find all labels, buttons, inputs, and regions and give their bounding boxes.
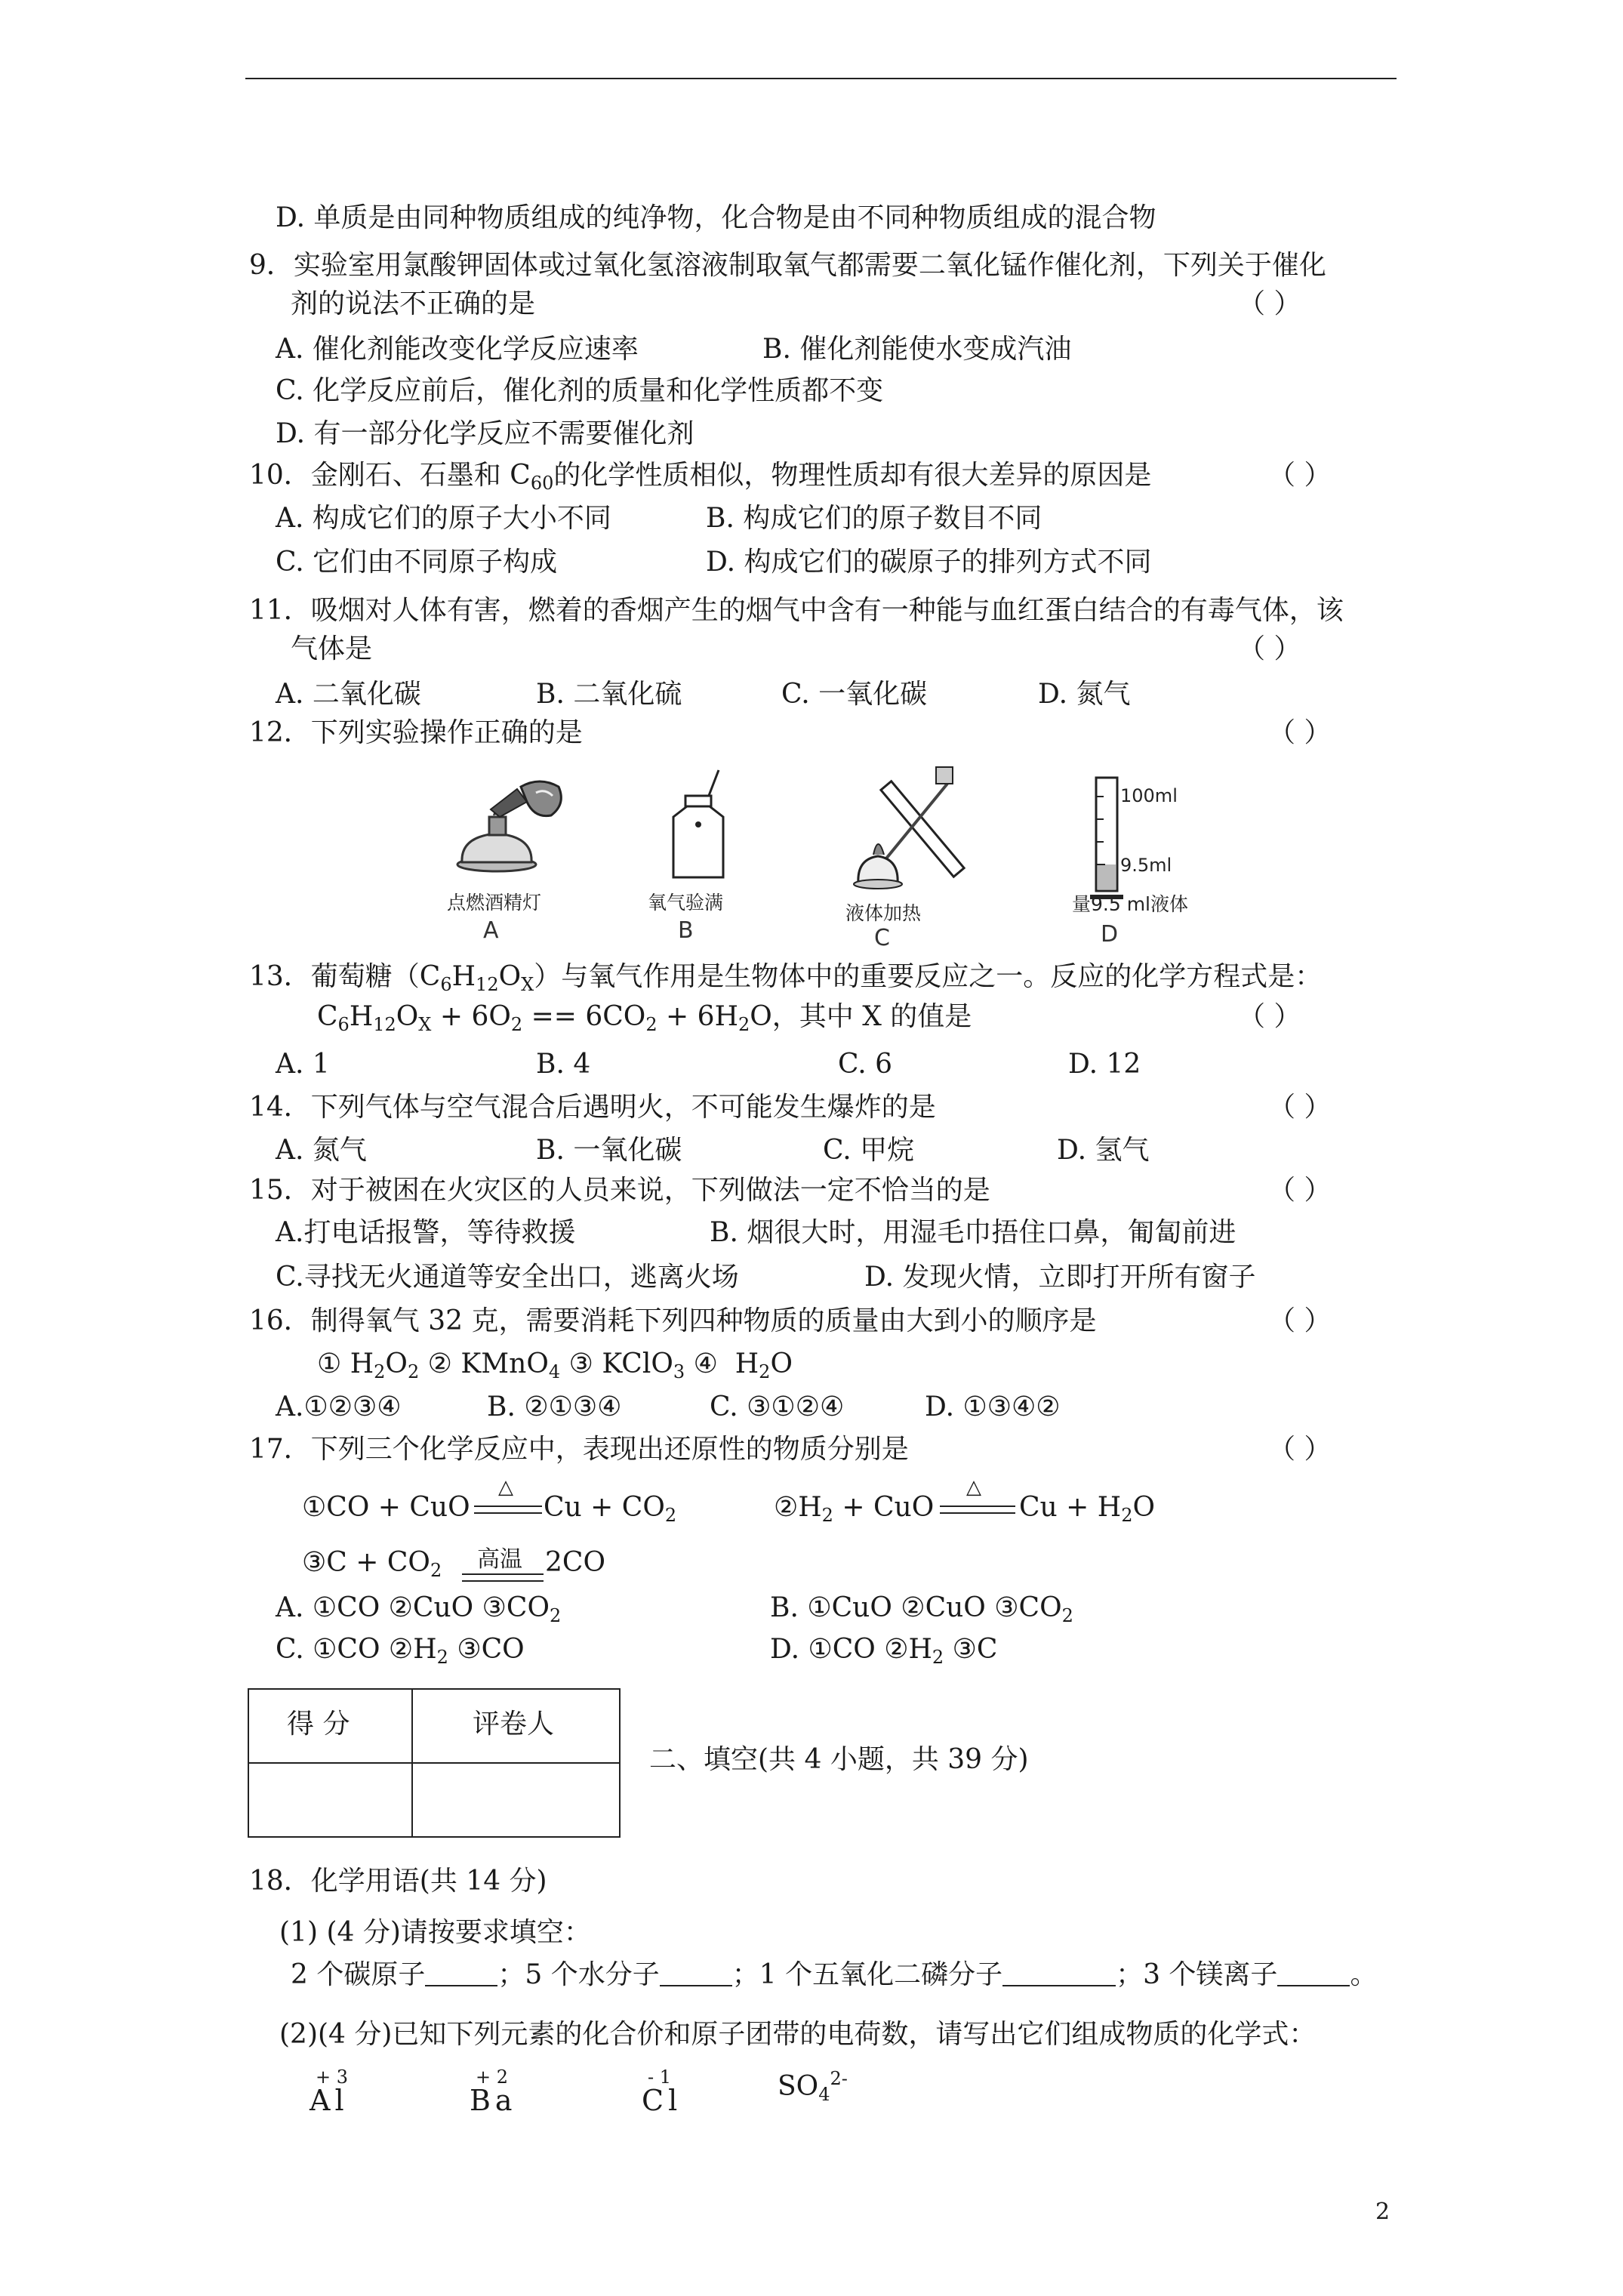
blank-carbon-atoms[interactable]	[425, 1959, 497, 1986]
q9-stem-cont: 剂的说法不正确的是	[291, 288, 536, 319]
q16-option-d: D. ①③④②	[925, 1391, 1061, 1422]
q8-option-d: D. 单质是由同种物质组成的纯净物，化合物是由不同种物质组成的混合物	[276, 202, 1156, 233]
valence-al: + 3	[316, 2066, 349, 2088]
figure-b-caption: 氧气验满	[648, 892, 724, 914]
q10-option-a: A. 构成它们的原子大小不同	[276, 503, 611, 534]
oxygen-collection-check-figure	[657, 764, 740, 885]
page-number: 2	[1375, 2199, 1390, 2225]
q17-reaction-2-equals	[940, 1505, 1015, 1514]
q18-part1-head: (1) (4 分)请按要求填空：	[279, 1917, 591, 1948]
q17-reaction-2-condition: △	[966, 1476, 981, 1499]
q13-stem: 13．葡萄糖$(C_6H_{12}O_X)$与氧气作用是生物体中的重要反应之一。反应的化学方程式是：	[249, 961, 1323, 995]
q17-reaction-2-lhs: $②H_2$ + CuO	[774, 1492, 935, 1526]
blank-p2o5-molecule[interactable]	[1002, 1959, 1116, 1986]
q18-stem: 18．化学用语(共 14 分)	[249, 1866, 547, 1897]
q10-option-b: B. 构成它们的原子数目不同	[706, 503, 1042, 534]
q17-stem: 17．下列三个化学反应中，表现出还原性的物质分别是	[249, 1434, 909, 1465]
figure-b-letter: B	[678, 917, 694, 944]
q10-answer-bracket: （ ）	[1268, 460, 1332, 491]
q16-option-b: B. ②①③④	[487, 1391, 622, 1422]
q17-option-c: C. ①CO $②H_2$ ③CO	[276, 1634, 525, 1668]
q11-option-d: D. 氮气	[1038, 679, 1131, 710]
q13-answer-bracket: （ ）	[1238, 1001, 1301, 1032]
q13-option-a: A. 1	[276, 1049, 330, 1080]
q17-option-a: A. ①CO ②CuO $③CO_2$	[276, 1592, 562, 1626]
cylinder-mark-top: 100ml	[1120, 785, 1178, 806]
score-table-row-divider	[249, 1762, 619, 1764]
q10-stem: 10．金刚石、石墨和 $C_{60}$的化学性质相似，物理性质却有很大差异的原因是	[249, 460, 1152, 494]
valence-ba: + 2	[476, 2066, 509, 2088]
sulfate-ion: $SO_4^{2-}$	[778, 2068, 848, 2105]
blank-water-molecules[interactable]	[660, 1959, 732, 1986]
q17-reaction-3-lhs: ③C + $CO_2$	[302, 1547, 442, 1581]
q15-answer-bracket: （ ）	[1268, 1175, 1332, 1206]
q12-stem: 12．下列实验操作正确的是	[249, 717, 583, 748]
q14-option-a: A. 氮气	[276, 1135, 367, 1166]
q14-answer-bracket: （ ）	[1268, 1092, 1332, 1123]
q17-option-d: D. ①CO $②H_2$ ③C	[770, 1634, 998, 1668]
q10-option-c: C. 它们由不同原子构成	[276, 547, 558, 578]
figure-d-caption: 量9.5 ml液体	[1072, 893, 1189, 915]
q15-option-a: A.打电话报警，等待救援	[276, 1217, 576, 1248]
q14-option-d: D. 氢气	[1057, 1135, 1150, 1166]
q17-answer-bracket: （ ）	[1268, 1434, 1332, 1465]
q14-option-c: C. 甲烷	[823, 1135, 915, 1166]
q9-option-a: A. 催化剂能改变化学反应速率	[276, 334, 639, 365]
q13-option-d: D. 12	[1068, 1049, 1141, 1080]
q17-reaction-1-condition: △	[498, 1476, 513, 1499]
q17-reaction-2-rhs: $Cu + H_2O$	[1019, 1492, 1155, 1526]
q16-answer-bracket: （ ）	[1268, 1305, 1332, 1336]
element-al: Al	[310, 2084, 349, 2117]
q13-equation: $C_6H_{12}O_X + 6O_2 == 6CO_2 + 6H_2O$，其中 X 的值是	[317, 1001, 972, 1035]
element-cl: Cl	[642, 2084, 682, 2117]
q9-option-d: D. 有一部分化学反应不需要催化剂	[276, 418, 694, 449]
q16-stem: 16．制得氧气 32 克，需要消耗下列四种物质的质量由大到小的顺序是	[249, 1305, 1097, 1336]
q11-answer-bracket: （ ）	[1238, 633, 1301, 664]
score-table-col-divider	[411, 1690, 413, 1836]
q11-option-c: C. 一氧化碳	[781, 679, 928, 710]
q9-option-c: C. 化学反应前后，催化剂的质量和化学性质都不变	[276, 375, 884, 406]
q17-option-b: B. ①CuO ②CuO $③CO_2$	[770, 1592, 1073, 1626]
q16-option-c: C. ③①②④	[710, 1391, 845, 1422]
blank-magnesium-ions[interactable]	[1277, 1959, 1350, 1986]
q13-option-c: C. 6	[838, 1049, 893, 1080]
score-table	[248, 1688, 621, 1838]
q17-reaction-1-rhs: $Cu + CO_2$	[544, 1492, 677, 1526]
figure-a-letter: A	[483, 917, 499, 944]
element-ba: Ba	[470, 2084, 517, 2117]
q10-option-d: D. 构成它们的碳原子的排列方式不同	[706, 547, 1152, 578]
q18-part1-blanks: 2 个碳原子 ；5 个水分子 ；1 个五氧化二磷分子 ；3 个镁离子 。	[291, 1959, 1378, 1990]
q11-option-b: B. 二氧化硫	[536, 679, 682, 710]
q13-option-b: B. 4	[536, 1049, 591, 1080]
q15-option-c: C.寻找无火通道等安全出口，逃离火场	[276, 1262, 739, 1293]
grader-header: 评卷人	[473, 1709, 555, 1740]
q18-part2-head: (2)(4 分)已知下列元素的化合价和原子团带的电荷数，请写出它们组成物质的化学式：	[279, 2019, 1317, 2050]
section-2-title: 二、填空(共 4 小题，共 39 分)	[649, 1744, 1029, 1775]
q15-option-b: B. 烟很大时，用湿毛巾捂住口鼻，匍匐前进	[710, 1217, 1236, 1248]
q16-substances: ① $H_2O_2$ ② KMnO$_4$ ③ KClO$_3$ ④ $H_2O$	[317, 1348, 793, 1382]
q14-option-b: B. 一氧化碳	[536, 1135, 682, 1166]
q17-reaction-3-equals	[462, 1573, 544, 1582]
q17-reaction-3-condition: 高温	[477, 1546, 522, 1573]
q17-reaction-3-rhs: 2CO	[545, 1547, 605, 1578]
q11-stem-cont: 气体是	[291, 633, 373, 664]
valence-cl: - 1	[648, 2066, 672, 2088]
alcohol-lamp-lighting-figure	[445, 770, 574, 883]
figure-c-caption: 液体加热	[845, 902, 922, 924]
figure-c-letter: C	[874, 925, 890, 951]
q15-option-d: D. 发现火情，立即打开所有窗子	[864, 1262, 1256, 1293]
header-rule	[245, 78, 1397, 79]
liquid-heating-figure	[834, 761, 985, 897]
score-header: 得 分	[287, 1709, 350, 1740]
figure-a-caption: 点燃酒精灯	[447, 892, 542, 914]
q9-stem: 9．实验室用氯酸钾固体或过氧化氢溶液制取氧气都需要二氧化锰作催化剂，下列关于催化	[249, 250, 1326, 281]
cylinder-mark-bottom: 9.5ml	[1120, 855, 1172, 876]
q17-reaction-1-lhs: ①CO + CuO	[302, 1492, 470, 1523]
q11-option-a: A. 二氧化碳	[276, 679, 421, 710]
q9-answer-bracket: （ ）	[1238, 288, 1301, 319]
q12-answer-bracket: （ ）	[1268, 717, 1332, 748]
q15-stem: 15．对于被困在火灾区的人员来说，下列做法一定不恰当的是	[249, 1175, 990, 1206]
q17-reaction-1-equals	[474, 1505, 542, 1514]
figure-d-letter: D	[1101, 921, 1119, 948]
q16-option-a: A.①②③④	[276, 1391, 402, 1422]
q9-option-b: B. 催化剂能使水变成汽油	[762, 334, 1072, 365]
q14-stem: 14．下列气体与空气混合后遇明火，不可能发生爆炸的是	[249, 1092, 936, 1123]
q11-stem: 11．吸烟对人体有害，燃着的香烟产生的烟气中含有一种能与血红蛋白结合的有毒气体，该	[249, 595, 1344, 626]
